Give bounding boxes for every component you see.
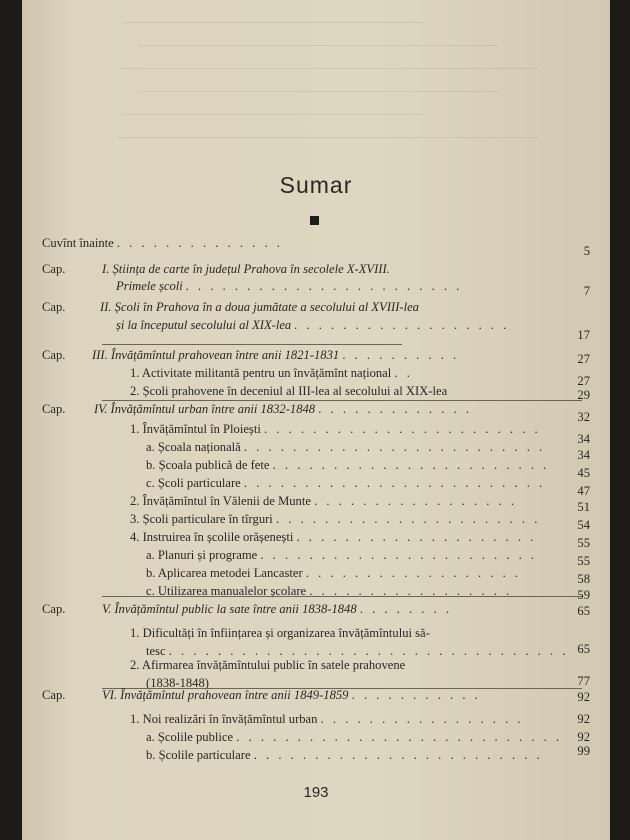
toc-label: Primele școli: [116, 279, 183, 293]
toc-leader: . . . . . . . . . . .: [351, 688, 481, 702]
page-title: Sumar: [279, 172, 353, 198]
page-number: 193: [303, 784, 329, 801]
toc-entry: [146, 458, 549, 473]
toc-leader: . . . . . . . . . . . . . . . . . . . . . .: [275, 512, 541, 526]
toc-entry: [130, 512, 540, 527]
toc-entry: [146, 566, 521, 581]
toc-label: tesc: [146, 644, 166, 658]
toc-label: c. Școli particulare: [146, 476, 241, 490]
toc-cap: Cap.: [42, 262, 66, 276]
toc-page-number: 45: [577, 466, 590, 480]
toc-leader: . . . . . . . . . . . . . . . . . .: [294, 318, 510, 332]
toc-page-number: 7: [583, 284, 590, 298]
toc-page-number: 65: [577, 604, 590, 618]
toc-page-number: 27: [577, 352, 590, 366]
toc-leader: . . . . . . . . . . . . . . . . . . . . . . .: [272, 458, 550, 472]
toc-page-number: 17: [577, 328, 590, 342]
toc-label: b. Școlile particulare: [146, 748, 251, 762]
toc-leader: . . . . . . . . . . . . . . . . . . . . . . .: [185, 279, 463, 293]
toc-entry: [130, 422, 541, 437]
toc-label: 3. Școli particulare în tîrguri: [130, 512, 273, 526]
toc-leader: . . . . . . . . . . . . . . . . . . . .: [296, 530, 537, 544]
toc-entry-continuation: [146, 644, 568, 659]
toc-entry: [146, 548, 537, 563]
toc-leader: . . . . . . . . . . . . . .: [116, 236, 283, 250]
toc-entry: [102, 688, 481, 703]
toc-label: 4. Instruirea în școlile orășenești: [130, 530, 294, 544]
toc-label: Cuvînt înainte: [42, 236, 114, 250]
toc-entry: [146, 476, 545, 491]
toc-entry: II. Școli în Prahova în a doua jumătate a secolului al XVIII-lea: [100, 300, 419, 314]
divider: [102, 344, 402, 345]
toc-page-number: 47: [577, 484, 590, 498]
toc-entry: 1. Dificultăți în înființarea și organizarea învățămîntului să-: [130, 626, 430, 640]
toc-entry: [130, 712, 524, 727]
toc-entry: 2. Afirmarea învățămîntului public în satele prahovene: [130, 658, 406, 672]
toc-label: 1. Învățămîntul în Ploiești: [130, 422, 261, 436]
toc-page-number: 51: [577, 500, 590, 514]
toc-leader: . .: [394, 366, 413, 380]
toc-label: IV. Învățămîntul urban între anii 1832-1848: [94, 402, 316, 416]
toc-leader: . . . . . . . . . . . . . . . . . . . . . . . .: [253, 748, 543, 762]
toc-cap: Cap.: [42, 348, 66, 362]
toc-label: III. Învățămîntul prahovean între anii 1821-1831: [92, 348, 340, 362]
toc-entry: [92, 348, 459, 363]
toc-page-number: 77: [577, 674, 590, 688]
toc-entry: [42, 236, 283, 251]
toc-leader: . . . . . . . . . . . . . . . . . . . . . . . . .: [243, 476, 546, 490]
toc-page-number: 58: [577, 572, 590, 586]
toc-label: 1. Activitate militantă pentru un învățămînt național: [130, 366, 392, 380]
toc-leader: . . . . . . . . . . . . . . . . . . . . . . . . . . . . . . . . .: [168, 644, 569, 658]
toc-page-number: 99: [577, 744, 590, 758]
toc-leader: . . . . . . . . . . . . . . . . . . . . . . .: [263, 422, 541, 436]
toc-page-number: 55: [577, 536, 590, 550]
toc-entry: [94, 402, 472, 417]
toc-label: b. Aplicarea metodei Lancaster: [146, 566, 303, 580]
toc-entry: [130, 384, 447, 399]
toc-page-number: 65: [577, 642, 590, 656]
toc-page-number: 54: [577, 518, 590, 532]
toc-page-number: 92: [577, 730, 590, 744]
toc-leader: . . . . . . . . . . . . .: [318, 402, 472, 416]
toc-entry-continuation: [116, 318, 510, 333]
toc-leader: . . . . . . . .: [359, 602, 453, 616]
toc-label: a. Școala națională: [146, 440, 241, 454]
toc-page-number: 34: [577, 448, 590, 462]
toc-label: 2. Școli prahovene în deceniul al III-lea al secolului al XIX-lea: [130, 384, 448, 398]
toc-leader: . . . . . . . . . .: [342, 348, 460, 362]
toc-page-number: 92: [577, 712, 590, 726]
divider: [102, 400, 582, 401]
toc-entry: [146, 440, 545, 455]
toc-label: 1. Noi realizări în învățămîntul urban: [130, 712, 318, 726]
toc-page-number: 55: [577, 554, 590, 568]
toc-cap: Cap.: [42, 402, 66, 416]
toc-cap: Cap.: [42, 300, 66, 314]
toc-label: (1838-1848): [146, 676, 209, 690]
toc-page-number: 32: [577, 410, 590, 424]
toc-page-number: 92: [577, 690, 590, 704]
toc-entry: [130, 494, 517, 509]
toc-leader: . . . . . . . . . . . . . . . . . . . . . . . . .: [243, 440, 546, 454]
toc-entry: [146, 748, 543, 763]
toc-entry: [130, 366, 413, 381]
toc-leader: . . . . . . . . . . . . . . . . . . . . . . . . . . .: [236, 730, 563, 744]
toc-entry: [130, 530, 536, 545]
toc-entry: [146, 730, 562, 745]
toc-entry-continuation: [116, 279, 463, 294]
toc-entry: [102, 602, 452, 617]
book-page: [22, 0, 610, 840]
toc-page-number: 27: [577, 374, 590, 388]
table-of-contents: [22, 0, 610, 840]
toc-label: 2. Învățămîntul în Vălenii de Munte: [130, 494, 311, 508]
toc-label: V. Învățămîntul public la sate între anii 1838-1848: [102, 602, 357, 616]
toc-cap: Cap.: [42, 688, 66, 702]
toc-leader: . . . . . . . . . . . . . . . . . . . . . . .: [260, 548, 538, 562]
toc-leader: . . . . . . . . . . . . . . . . .: [309, 584, 513, 598]
toc-page-number: 34: [577, 432, 590, 446]
toc-leader: . . . . . . . . . . . . . . . . .: [314, 494, 518, 508]
toc-entry: I. Știința de carte în județul Prahova în secolele X-XVIII.: [102, 262, 390, 276]
toc-page-number: 29: [577, 388, 590, 402]
toc-label: a. Planuri și programe: [146, 548, 258, 562]
toc-label: și la începutul secolului al XIX-lea: [116, 318, 292, 332]
toc-label: a. Școlile publice: [146, 730, 234, 744]
toc-label: c. Utilizarea manualelor școlare: [146, 584, 307, 598]
toc-cap: Cap.: [42, 602, 66, 616]
toc-label: VI. Învățămîntul prahovean între anii 1849-1859: [102, 688, 349, 702]
toc-page-number: 59: [577, 588, 590, 602]
divider: [102, 596, 582, 597]
toc-page-number: 5: [583, 244, 590, 258]
toc-leader: . . . . . . . . . . . . . . . . . .: [305, 566, 522, 580]
toc-leader: . . . . . . . . . . . . . . . . .: [320, 712, 524, 726]
toc-label: b. Școala publică de fete: [146, 458, 270, 472]
